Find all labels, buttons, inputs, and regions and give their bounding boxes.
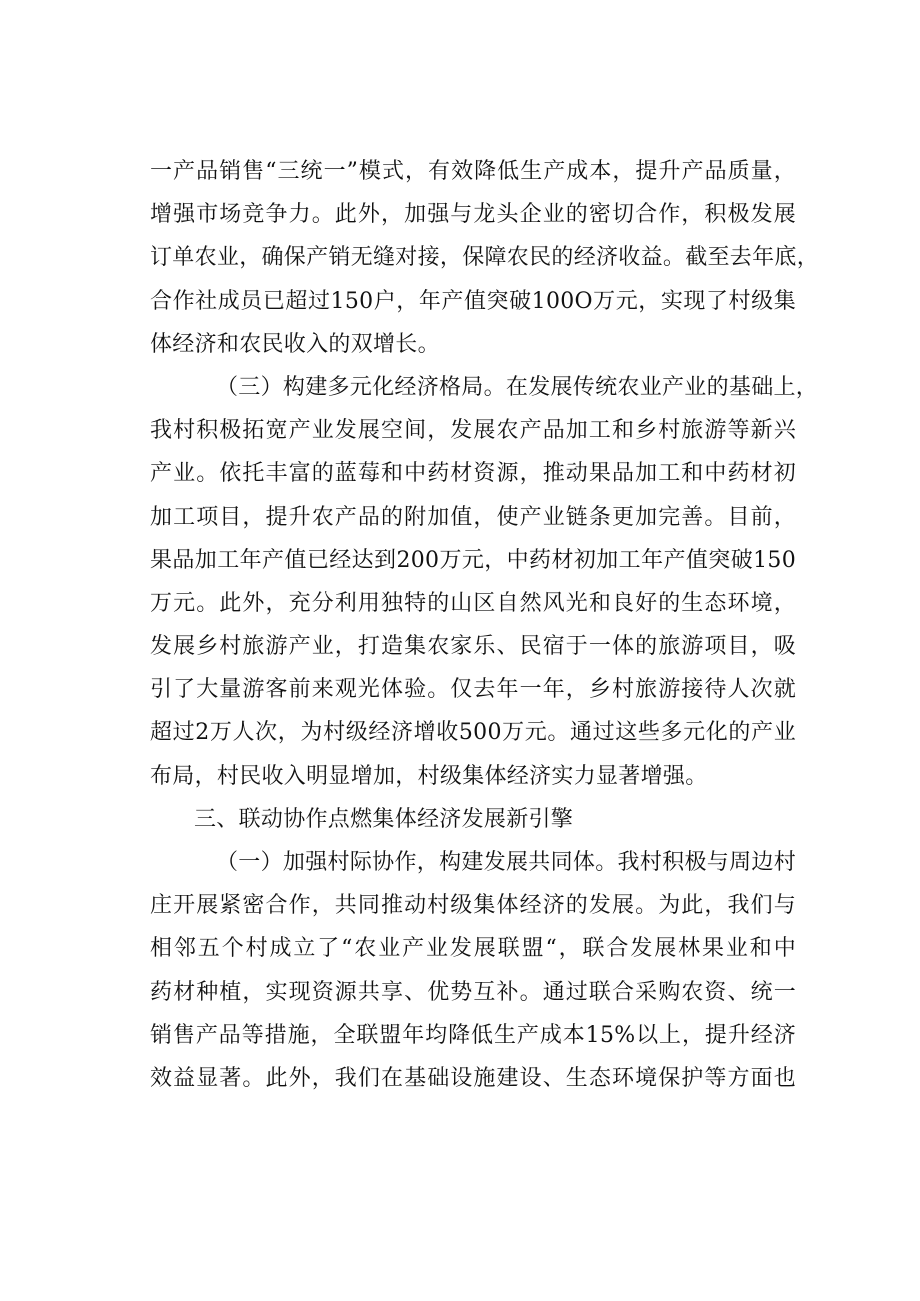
paragraph-line: 药材种植，实现资源共享、优势互补。通过联合采购农资、统一 xyxy=(150,979,796,1005)
paragraph-line: 合作社成员已超过150户，年产值突破100O万元，实现了村级集 xyxy=(150,288,796,314)
paragraph-line: （一）加强村际协作，构建发展共同体。我村积极与周边村 xyxy=(216,850,796,875)
paragraph-line: 加工项目，提升农产品的附加值，使产业链条更加完善。目前， xyxy=(150,504,796,530)
paragraph-line: 效益显著。此外，我们在基础设施建设、生态环境保护等方面也 xyxy=(150,1065,796,1091)
paragraph-line: 布局，村民收入明显增加，村级集体经济实力显著增强。 xyxy=(150,763,708,789)
paragraph-line: 庄开展紧密合作，共同推动村级集体经济的发展。为此，我们与 xyxy=(150,893,796,919)
paragraph-line: （三）构建多元化经济格局。在发展传统农业产业的基础上， xyxy=(216,374,819,400)
document-body xyxy=(150,150,820,1100)
paragraph-line: 相邻五个村成立了“农业产业发展联盟“，联合发展林果业和中 xyxy=(150,936,796,962)
paragraph-line: 增强市场竞争力。此外，加强与龙头企业的密切合作，积极发展 xyxy=(150,202,796,228)
paragraph-line: 我村积极拓宽产业发展空间，发展农产品加工和乡村旅游等新兴 xyxy=(150,418,796,444)
paragraph-line: 发展乡村旅游产业，打造集农家乐、民宿于一体的旅游项目，吸 xyxy=(150,634,796,660)
paragraph-line: 果品加工年产值已经达到200万元，中药材初加工年产值突破150 xyxy=(150,547,796,573)
paragraph-line: 超过2万人次，为村级经济增收500万元。通过这些多元化的产业 xyxy=(150,720,796,746)
paragraph-line: 体经济和农民收入的双增长。 xyxy=(150,331,440,357)
paragraph-line: 一产品销售“三统一”模式，有效降低生产成本，提升产品质量， xyxy=(150,159,796,184)
paragraph-line: 产业。依托丰富的蓝莓和中药材资源，推动果品加工和中药材初 xyxy=(150,461,796,487)
paragraph-line: 订单农业，确保产销无缝对接，保障农民的经济收益。截至去年底， xyxy=(150,245,820,271)
paragraph-line: 万元。此外，充分利用独特的山区自然风光和良好的生态环境， xyxy=(150,590,796,616)
section-heading: 三、联动协作点燃集体经济发展新引擎 xyxy=(194,806,574,832)
paragraph-line: 销售产品等措施，全联盟年均降低生产成本15%以上，提升经济 xyxy=(150,1022,796,1048)
paragraph-line: 引了大量游客前来观光体验。仅去年一年，乡村旅游接待人次就 xyxy=(150,677,796,703)
